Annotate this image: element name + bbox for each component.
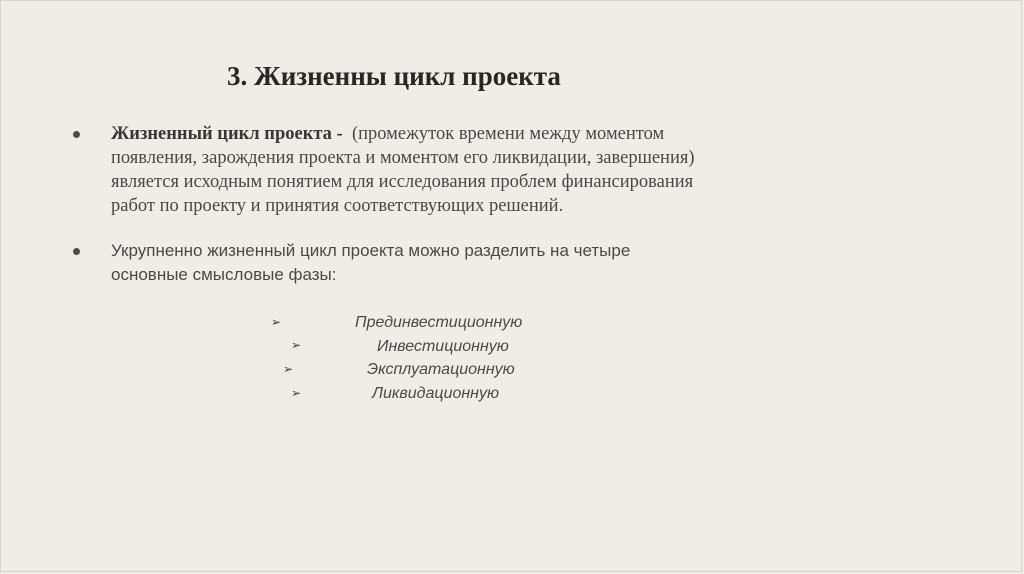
phase-item-investment: Инвестиционную — [377, 338, 509, 355]
bullet-line: Укрупненно жизненный цикл проекта можно разделить на четыре — [111, 241, 631, 260]
chevron-arrow-right-icon: ➢ — [283, 362, 294, 376]
bullet-text — [111, 122, 695, 218]
chevron-arrow-right-icon: ➢ — [291, 386, 302, 400]
chevron-arrow-right-icon: ➢ — [291, 338, 302, 352]
phase-item-operational: Эксплуатационную — [367, 361, 515, 378]
phase-item-liquidation: Ликвидационную — [372, 385, 499, 402]
bullet-line: является исходным понятием для исследования проблем финансирования — [111, 172, 694, 192]
slide-title: 3. Жизненны цикл проекта — [227, 61, 561, 91]
bullet-line: основные смысловые фазы: — [111, 265, 337, 284]
bullet-dot-icon — [73, 131, 80, 138]
bullet-line: появления, зарождения проекта и моментом его ликвидации, завершения) — [111, 148, 695, 168]
term-label: Жизненный цикл проекта - — [111, 124, 343, 144]
definition-text: (промежуток времени между моментом — [351, 124, 665, 144]
phase-item-preinvestment: Прединвестиционную — [355, 314, 523, 331]
chevron-arrow-right-icon: ➢ — [271, 315, 282, 329]
bullet-dot-icon — [73, 248, 80, 255]
bullet-line: работ по проекту и принятия соответствующих решений. — [111, 196, 564, 216]
bullet-line — [111, 122, 695, 146]
bullet-text — [111, 239, 630, 287]
